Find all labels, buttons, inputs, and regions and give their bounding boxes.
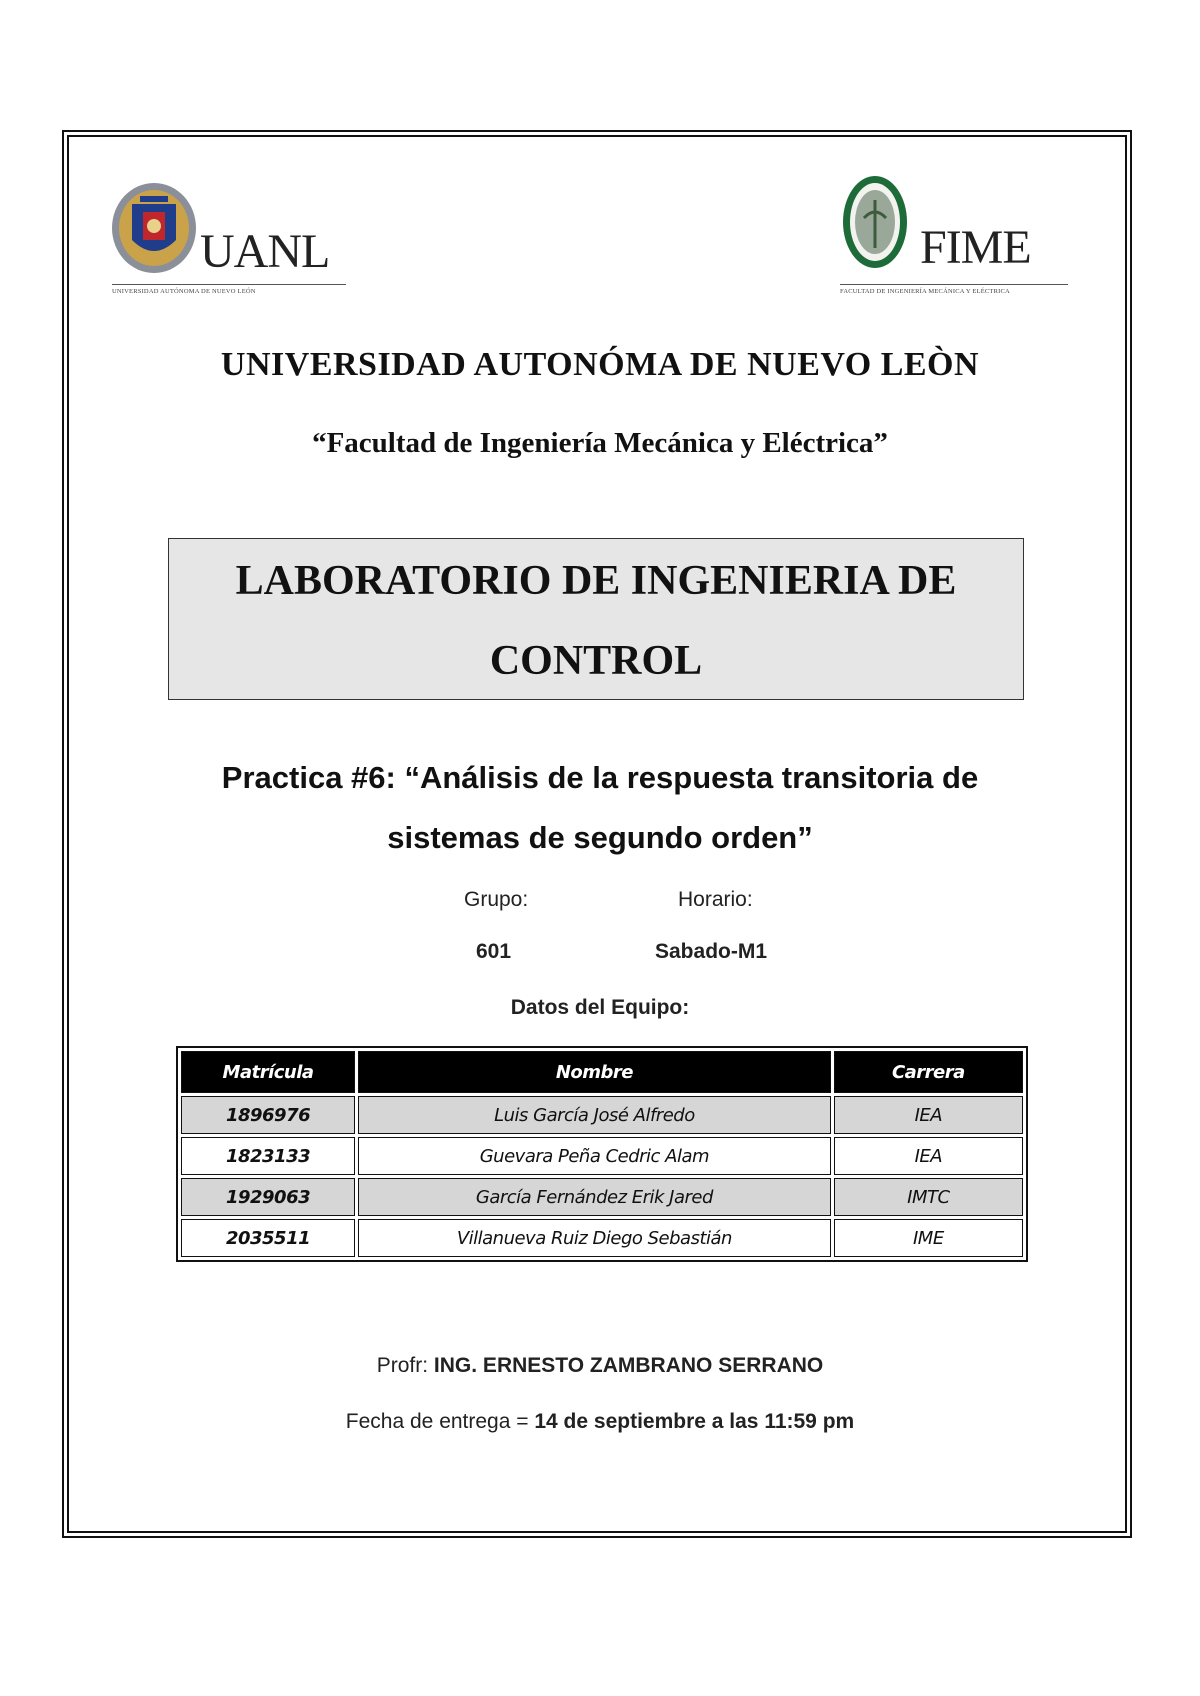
professor-label: Profr:: [376, 1354, 429, 1377]
course-title-line2: CONTROL: [489, 638, 703, 684]
cell-matricula: 2035511: [181, 1219, 355, 1257]
due-date-label: Fecha de entrega =: [345, 1410, 535, 1433]
professor-line: [0, 1354, 1200, 1378]
university-name: UNIVERSIDAD AUTONÓMA DE NUEVO LEÒN: [220, 346, 980, 383]
cell-carrera: IEA: [834, 1137, 1023, 1175]
cell-matricula: 1929063: [181, 1178, 355, 1216]
table-row: [181, 1219, 1023, 1257]
practice-title: [150, 748, 1050, 868]
fime-logo-subtitle: FACULTAD DE INGENIERÍA MECÁNICA Y ELÉCTRICA: [840, 288, 1010, 295]
practice-title-line1: Practica #6: “Análisis de la respuesta transitoria de: [221, 760, 979, 795]
table-row: [181, 1178, 1023, 1216]
practice-title-line2: sistemas de segundo orden”: [387, 820, 813, 855]
uanl-seal-icon: [110, 182, 198, 278]
team-heading: Datos del Equipo:: [510, 996, 690, 1019]
cell-nombre: Guevara Peña Cedric Alam: [358, 1137, 831, 1175]
group-value: 601: [476, 940, 512, 963]
fime-seal-icon: [840, 172, 910, 272]
course-title-line1: LABORATORIO DE INGENIERIA DE: [235, 558, 957, 604]
due-date-line: [0, 1410, 1200, 1434]
cell-matricula: 1823133: [181, 1137, 355, 1175]
professor-name: ING. ERNESTO ZAMBRANO SERRANO: [428, 1354, 824, 1377]
uanl-logo: [110, 178, 350, 306]
team-table: [176, 1046, 1028, 1262]
table-row: [181, 1096, 1023, 1134]
table-header-row: [181, 1051, 1023, 1093]
fime-logo: [840, 172, 1070, 307]
cell-nombre: García Fernández Erik Jared: [358, 1178, 831, 1216]
fime-logo-wordmark: FIME: [920, 221, 1031, 274]
header-nombre: Nombre: [358, 1051, 831, 1093]
table-row: [181, 1137, 1023, 1175]
cell-carrera: IEA: [834, 1096, 1023, 1134]
schedule-value: Sabado-M1: [655, 940, 768, 963]
cell-matricula: 1896976: [181, 1096, 355, 1134]
schedule-label: Horario:: [678, 888, 753, 911]
cell-nombre: Villanueva Ruiz Diego Sebastián: [358, 1219, 831, 1257]
uanl-logo-wordmark: UANL: [200, 225, 330, 278]
header-carrera: Carrera: [834, 1051, 1023, 1093]
group-label: Grupo:: [464, 888, 529, 911]
due-date-value: 14 de septiembre a las 11:59 pm: [534, 1410, 855, 1433]
header-matricula: Matrícula: [181, 1051, 355, 1093]
cell-nombre: Luis García José Alfredo: [358, 1096, 831, 1134]
course-title-box: [168, 538, 1024, 700]
faculty-name: “Facultad de Ingeniería Mecánica y Eléctrica”: [312, 427, 888, 459]
cell-carrera: IMTC: [834, 1178, 1023, 1216]
cell-carrera: IME: [834, 1219, 1023, 1257]
uanl-logo-subtitle: UNIVERSIDAD AUTÓNOMA DE NUEVO LEÓN: [112, 288, 256, 295]
